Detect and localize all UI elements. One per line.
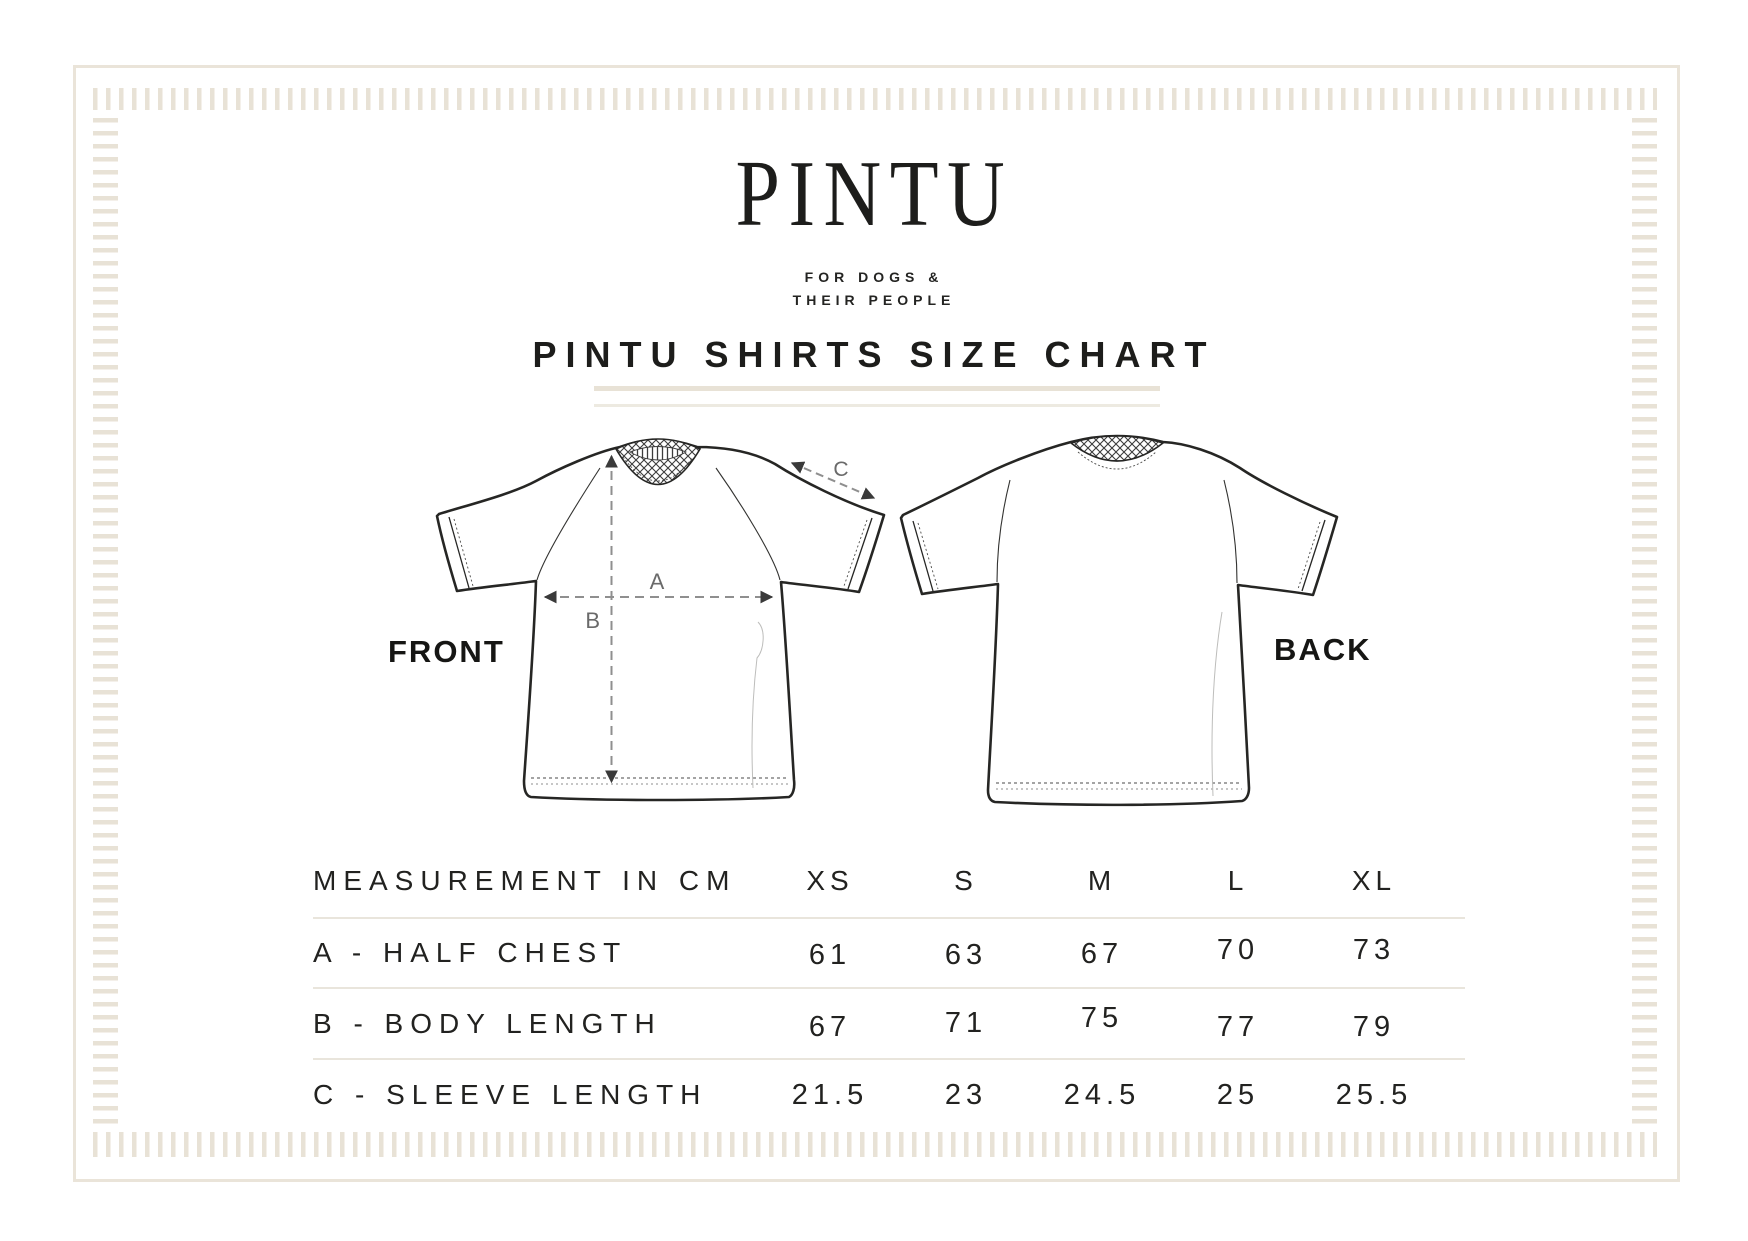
title-underline-thick <box>594 386 1160 391</box>
page-title: PINTU SHIRTS SIZE CHART <box>532 334 1216 375</box>
size-value-cell: 67 <box>808 1011 852 1043</box>
brand-tagline-line2: THEIR PEOPLE <box>792 292 956 308</box>
size-col-l: L <box>1227 865 1249 896</box>
size-value-cell: 24.5 <box>1063 1078 1141 1111</box>
row-label: A - HALF CHEST <box>313 937 628 968</box>
size-value-cell: 77 <box>1216 1011 1260 1043</box>
brand-tagline-line1: FOR DOGS & <box>804 269 944 285</box>
front-shirt-outline <box>437 440 884 800</box>
size-value-cell: 75 <box>1080 1002 1124 1034</box>
table-row-half-chest <box>313 917 1465 987</box>
back-shirt <box>901 436 1337 805</box>
table-row-sleeve-length <box>313 1058 1465 1130</box>
size-table-header-row <box>313 860 1465 917</box>
row-label: B - BODY LENGTH <box>313 1007 662 1039</box>
title-underline-thin <box>594 404 1160 407</box>
brand-logo <box>0 142 1748 246</box>
measure-b-label: B <box>585 608 600 633</box>
shirt-diagram-svg <box>400 420 1380 830</box>
size-value-cell: 67 <box>1080 937 1124 970</box>
front-shirt <box>437 439 884 800</box>
size-table <box>313 860 1465 1130</box>
measure-a-label: A <box>649 569 665 594</box>
measure-c-label: C <box>833 458 849 481</box>
size-value-cell: 73 <box>1352 933 1396 966</box>
front-view-label: FRONT <box>388 634 505 669</box>
brand-tagline <box>0 266 1748 312</box>
size-value-cell: 70 <box>1216 933 1260 966</box>
back-view-label: BACK <box>1274 632 1372 667</box>
size-value-cell: 79 <box>1352 1011 1396 1043</box>
border-ticks-top <box>93 88 1657 110</box>
border-ticks-bottom <box>93 1132 1657 1157</box>
table-row-body-length <box>313 987 1465 1058</box>
size-value-cell: 21.5 <box>791 1078 869 1111</box>
size-col-m: M <box>1087 865 1117 896</box>
size-value-cell: 23 <box>944 1078 988 1111</box>
size-col-s: S <box>954 865 978 896</box>
size-value-cell: 25 <box>1216 1078 1260 1111</box>
row-label: C - SLEEVE LENGTH <box>313 1079 708 1110</box>
measurement-unit-header: MEASUREMENT IN CM <box>313 865 737 896</box>
size-col-xs: XS <box>806 865 854 896</box>
size-value-cell: 61 <box>808 938 852 971</box>
brand-logo-text: PINTU <box>735 142 1013 246</box>
size-value-cell: 63 <box>944 938 988 971</box>
size-value-cell: 71 <box>944 1007 988 1039</box>
size-col-xl: XL <box>1351 865 1397 896</box>
size-value-cell: 25.5 <box>1335 1078 1413 1111</box>
back-shirt-outline <box>901 436 1337 805</box>
